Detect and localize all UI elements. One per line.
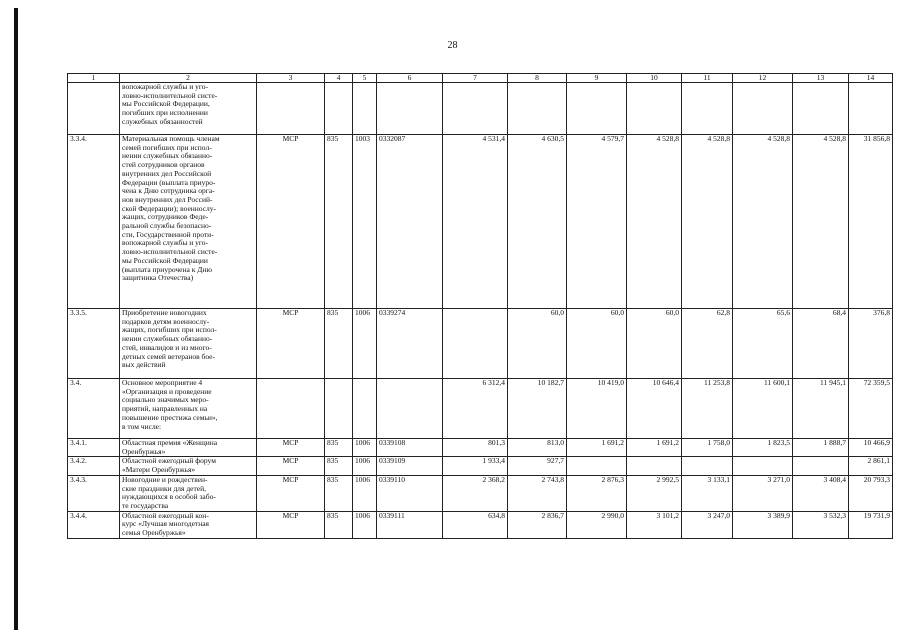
code-cell: 1006 xyxy=(353,309,377,379)
column-header: 9 xyxy=(567,74,627,83)
budget-table xyxy=(67,73,893,539)
row-number-cell: 3.4.4. xyxy=(68,511,120,538)
value-cell: 2 861,1 xyxy=(849,457,893,475)
value-cell xyxy=(849,83,893,135)
item-name-line: социально значимых меро- xyxy=(122,395,209,405)
table-row xyxy=(68,135,893,309)
value-cell: 3 532,3 xyxy=(793,511,849,538)
item-name-line: нов внутренних дел Россий- xyxy=(122,194,213,204)
value-cell: 6 312,4 xyxy=(443,379,508,439)
value-cell: 1 758,0 xyxy=(682,439,733,457)
item-name-line: приятий, направленных на xyxy=(122,404,208,414)
code-cell: 835 xyxy=(325,457,353,475)
value-cell: 3 271,0 xyxy=(733,475,793,511)
column-header: 4 xyxy=(325,74,353,83)
table-header-row xyxy=(68,74,893,83)
item-name-line: ловно-исполнительной систе- xyxy=(122,247,218,257)
value-cell: 1 691,2 xyxy=(627,439,682,457)
value-cell: 68,4 xyxy=(793,309,849,379)
value-cell: 3 389,9 xyxy=(733,511,793,538)
item-name-line: служебных обязанностей xyxy=(122,116,203,126)
code-cell: 0339109 xyxy=(377,457,443,475)
item-name-line: мы Российской Федерации xyxy=(122,255,208,265)
table-row xyxy=(68,457,893,475)
item-name-line: стей, инвалидов и из много- xyxy=(122,342,212,352)
code-cell: 835 xyxy=(325,309,353,379)
code-cell xyxy=(325,83,353,135)
item-name-line: курс «Лучшая многодетная xyxy=(122,519,209,529)
code-cell: 0339108 xyxy=(377,439,443,457)
value-cell: 1 933,4 xyxy=(443,457,508,475)
value-cell: 11 253,8 xyxy=(682,379,733,439)
value-cell: 4 528,8 xyxy=(627,135,682,309)
value-cell xyxy=(567,457,627,475)
value-cell xyxy=(627,83,682,135)
value-cell: 10 182,7 xyxy=(508,379,567,439)
code-cell: 835 xyxy=(325,439,353,457)
row-number-cell xyxy=(68,83,120,135)
value-cell: 72 359,5 xyxy=(849,379,893,439)
row-number-cell: 3.3.5. xyxy=(68,309,120,379)
value-cell xyxy=(627,457,682,475)
value-cell: 10 646,4 xyxy=(627,379,682,439)
row-number-cell: 3.3.4. xyxy=(68,135,120,309)
row-number-cell: 3.4. xyxy=(68,379,120,439)
executor-cell: МСР xyxy=(257,439,325,457)
item-name-line: подарков детям военнослу- xyxy=(122,316,210,326)
item-name-line: Оренбуржья» xyxy=(122,446,166,456)
value-cell: 60,0 xyxy=(627,309,682,379)
item-name-line: Федерации (выплата приуро- xyxy=(122,177,216,187)
value-cell xyxy=(682,457,733,475)
code-cell: 0339110 xyxy=(377,475,443,511)
item-name-line: семья Оренбуржья» xyxy=(122,528,186,538)
item-name-line: мы Российской Федерации, xyxy=(122,99,210,109)
value-cell xyxy=(733,83,793,135)
code-cell: 1006 xyxy=(353,439,377,457)
value-cell xyxy=(443,83,508,135)
column-header: 8 xyxy=(508,74,567,83)
value-cell: 4 528,8 xyxy=(793,135,849,309)
item-name-line: Приобретение новогодних xyxy=(122,308,207,317)
executor-cell: МСР xyxy=(257,511,325,538)
item-name-line: Материальная помощь членам xyxy=(122,134,220,143)
item-name-cell xyxy=(120,511,257,538)
code-cell xyxy=(377,83,443,135)
code-cell: 835 xyxy=(325,511,353,538)
value-cell: 2 992,5 xyxy=(627,475,682,511)
item-name-line: нении служебных обязанно- xyxy=(122,151,213,161)
value-cell: 3 408,4 xyxy=(793,475,849,511)
executor-cell xyxy=(257,379,325,439)
value-cell: 4 531,4 xyxy=(443,135,508,309)
item-name-line: в том числе: xyxy=(122,421,162,431)
row-number-cell: 3.4.1. xyxy=(68,439,120,457)
column-header: 6 xyxy=(377,74,443,83)
value-cell xyxy=(793,83,849,135)
column-header: 14 xyxy=(849,74,893,83)
column-header: 2 xyxy=(120,74,257,83)
column-header: 3 xyxy=(257,74,325,83)
item-name-cell xyxy=(120,135,257,309)
executor-cell xyxy=(257,83,325,135)
value-cell: 4 528,8 xyxy=(682,135,733,309)
value-cell: 2 743,8 xyxy=(508,475,567,511)
column-header: 11 xyxy=(682,74,733,83)
value-cell: 801,3 xyxy=(443,439,508,457)
item-name-line: семей погибших при испол- xyxy=(122,142,212,152)
table-row xyxy=(68,475,893,511)
item-name-line: внутренних дел Российской xyxy=(122,168,212,178)
value-cell: 4 528,8 xyxy=(733,135,793,309)
value-cell: 4 579,7 xyxy=(567,135,627,309)
code-cell xyxy=(325,379,353,439)
value-cell: 3 133,1 xyxy=(682,475,733,511)
item-name-line: погибших при исполнении xyxy=(122,108,208,118)
value-cell: 376,8 xyxy=(849,309,893,379)
item-name-line: вопожарной службы и уго- xyxy=(122,238,209,248)
value-cell: 1 823,5 xyxy=(733,439,793,457)
value-cell xyxy=(567,83,627,135)
code-cell: 1006 xyxy=(353,475,377,511)
item-name-line: детных семей ветеранов бое- xyxy=(122,351,215,361)
column-header: 1 xyxy=(68,74,120,83)
value-cell: 634,8 xyxy=(443,511,508,538)
item-name-cell xyxy=(120,439,257,457)
item-name-cell xyxy=(120,83,257,135)
item-name-cell xyxy=(120,475,257,511)
code-cell: 835 xyxy=(325,475,353,511)
item-name-line: ские праздники для детей, xyxy=(122,483,207,493)
value-cell: 2 836,7 xyxy=(508,511,567,538)
item-name-line: жащих, сотрудников Феде- xyxy=(122,212,209,222)
value-cell: 10 466,9 xyxy=(849,439,893,457)
row-number-cell: 3.4.2. xyxy=(68,457,120,475)
item-name-line: те государства xyxy=(122,500,169,510)
value-cell: 2 368,2 xyxy=(443,475,508,511)
executor-cell: МСР xyxy=(257,457,325,475)
code-cell xyxy=(353,83,377,135)
item-name-line: Основное мероприятие 4 xyxy=(122,378,203,387)
value-cell: 60,0 xyxy=(508,309,567,379)
value-cell: 19 731,9 xyxy=(849,511,893,538)
item-name-line: «Организация и проведение xyxy=(122,386,212,396)
executor-cell: МСР xyxy=(257,475,325,511)
value-cell: 10 419,0 xyxy=(567,379,627,439)
page-number: 28 xyxy=(447,40,458,51)
value-cell: 11 600,1 xyxy=(733,379,793,439)
code-cell: 0332087 xyxy=(377,135,443,309)
item-name-line: чена к Дню сотрудника орга- xyxy=(122,186,215,196)
item-name-cell xyxy=(120,309,257,379)
value-cell: 1 691,2 xyxy=(567,439,627,457)
table-row xyxy=(68,511,893,538)
code-cell: 1003 xyxy=(353,135,377,309)
value-cell: 2 876,3 xyxy=(567,475,627,511)
value-cell: 2 990,0 xyxy=(567,511,627,538)
margin-bar xyxy=(14,8,18,630)
value-cell xyxy=(682,83,733,135)
table-row xyxy=(68,379,893,439)
value-cell xyxy=(443,309,508,379)
item-name-line: повышение престижа семьи», xyxy=(122,412,218,422)
value-cell: 4 630,5 xyxy=(508,135,567,309)
item-name-line: нении служебных обязанно- xyxy=(122,334,213,344)
value-cell: 11 945,1 xyxy=(793,379,849,439)
item-name-cell xyxy=(120,379,257,439)
item-name-line: Областная премия «Женщина xyxy=(122,438,218,447)
table-row xyxy=(68,309,893,379)
executor-cell: МСР xyxy=(257,309,325,379)
code-cell xyxy=(353,379,377,439)
value-cell: 20 793,3 xyxy=(849,475,893,511)
code-cell: 835 xyxy=(325,135,353,309)
value-cell: 1 888,7 xyxy=(793,439,849,457)
row-number-cell: 3.4.3. xyxy=(68,475,120,511)
item-name-line: ской Федерации); военнослу- xyxy=(122,203,217,213)
item-name-line: сти, Государственной проти- xyxy=(122,229,214,239)
item-name-cell xyxy=(120,457,257,475)
column-header: 10 xyxy=(627,74,682,83)
code-cell: 1006 xyxy=(353,511,377,538)
value-cell: 62,8 xyxy=(682,309,733,379)
code-cell: 1006 xyxy=(353,457,377,475)
value-cell xyxy=(733,457,793,475)
value-cell xyxy=(793,457,849,475)
value-cell: 65,6 xyxy=(733,309,793,379)
item-name-line: ральной службы безопасно- xyxy=(122,221,212,231)
column-header: 12 xyxy=(733,74,793,83)
item-name-line: нуждающихся в особой забо- xyxy=(122,492,216,502)
item-name-line: стей сотрудников органов xyxy=(122,160,205,170)
item-name-line: Областной ежегодный форум xyxy=(122,456,216,466)
value-cell: 3 101,2 xyxy=(627,511,682,538)
item-name-line: (выплата приурочена к Дню xyxy=(122,264,212,274)
table-row xyxy=(68,83,893,135)
value-cell: 813,0 xyxy=(508,439,567,457)
value-cell: 31 856,8 xyxy=(849,135,893,309)
value-cell xyxy=(508,83,567,135)
code-cell: 0339111 xyxy=(377,511,443,538)
code-cell: 0339274 xyxy=(377,309,443,379)
item-name-line: Новогодние и рождествен- xyxy=(122,475,208,484)
column-header: 7 xyxy=(443,74,508,83)
item-name-line: «Матери Оренбуржья» xyxy=(122,465,196,475)
column-header: 13 xyxy=(793,74,849,83)
item-name-line: защитника Отечества) xyxy=(122,273,194,283)
executor-cell: МСР xyxy=(257,135,325,309)
item-name-line: жащих, погибших при испол- xyxy=(122,325,217,335)
column-header: 5 xyxy=(353,74,377,83)
value-cell: 60,0 xyxy=(567,309,627,379)
item-name-line: Областной ежегодный кон- xyxy=(122,511,209,520)
item-name-line: вопожарной службы и уго- xyxy=(122,82,209,91)
item-name-line: ловно-исполнительной систе- xyxy=(122,90,218,100)
code-cell xyxy=(377,379,443,439)
value-cell: 3 247,0 xyxy=(682,511,733,538)
item-name-line: вых действий xyxy=(122,360,166,370)
value-cell: 927,7 xyxy=(508,457,567,475)
table-row xyxy=(68,439,893,457)
